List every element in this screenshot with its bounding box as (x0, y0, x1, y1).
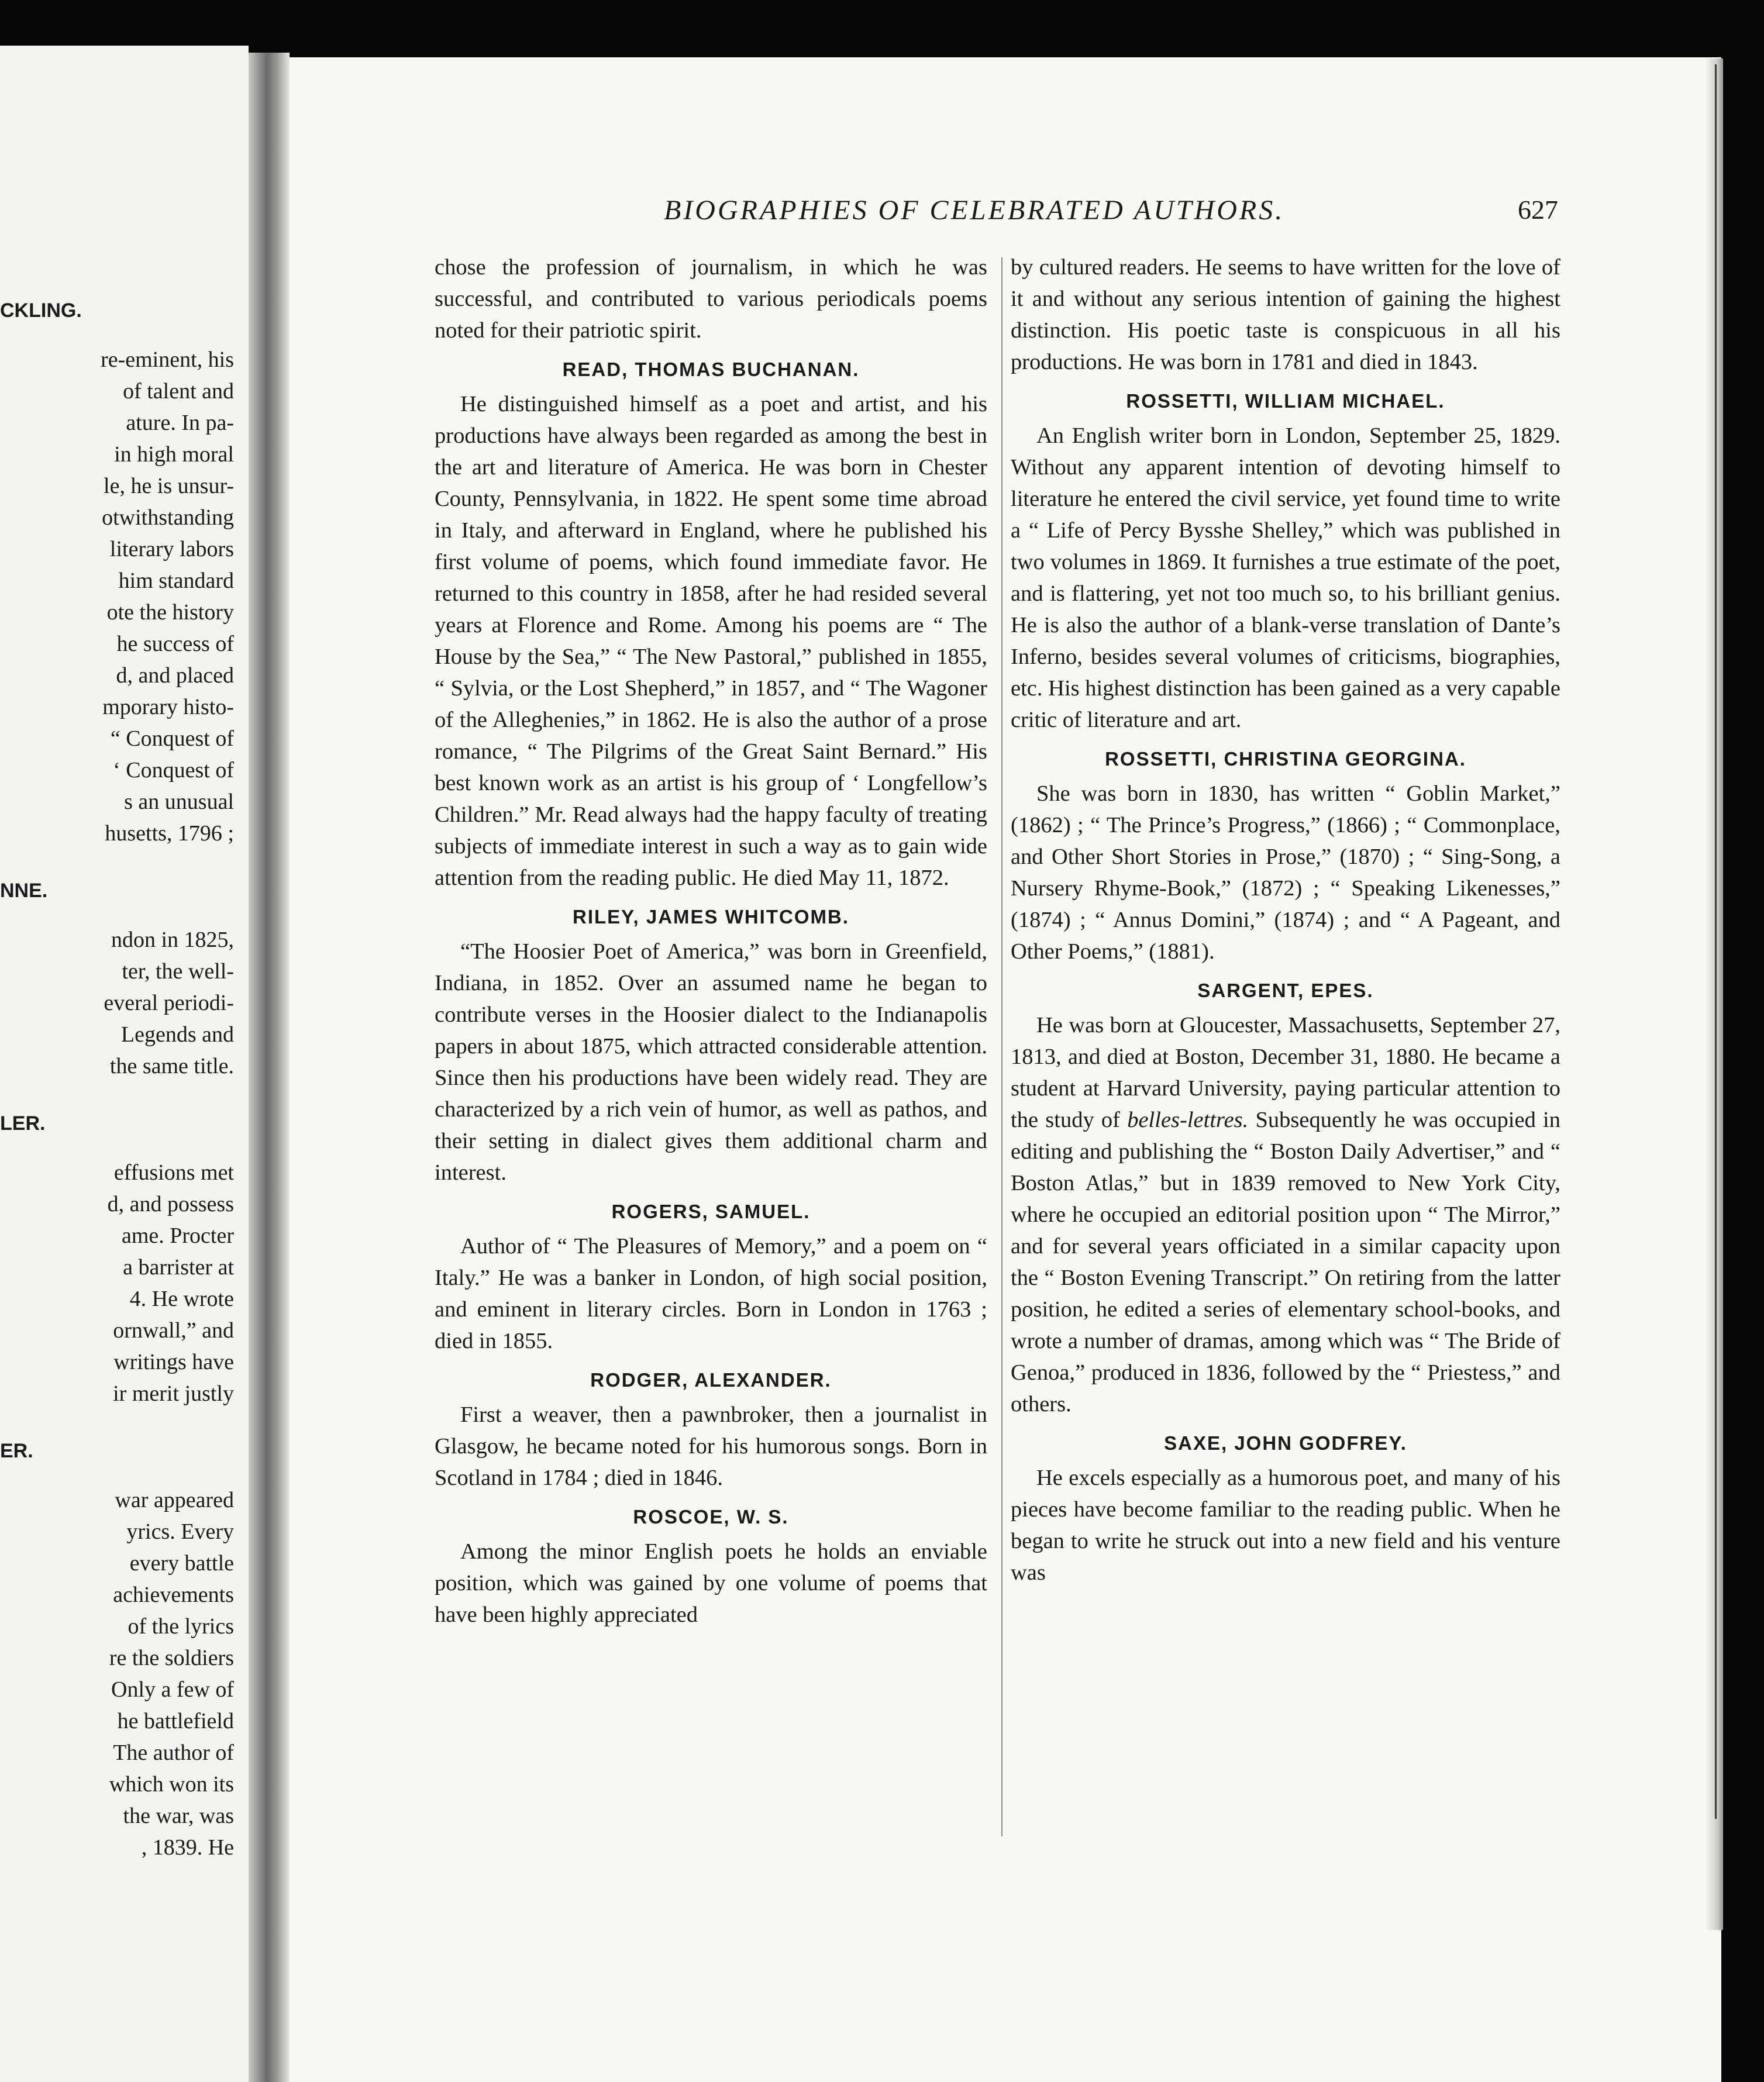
left-line: yrics. Every (126, 1519, 234, 1544)
left-line: of the lyrics (128, 1614, 234, 1639)
left-line: everal periodi- (104, 991, 234, 1015)
running-title: BIOGRAPHIES OF CELEBRATED AUTHORS. (664, 195, 1285, 226)
left-line: ote the history (106, 600, 234, 625)
left-line: “ Conquest of (110, 726, 234, 751)
page-number: 627 (1518, 195, 1558, 225)
left-section-1 (0, 344, 234, 849)
entry-text: An English writer born in London, September 25, 1829. Without any apparent intention of devoting himself to literature he entered the civil service, yet found time to write a “ Life of Percy Bysshe Shelley,” which was published in two volumes in 1869. It furnishes a true estimate of the poet, and is flattering, yet not too much so, to his brilliant genius. He is also the author of a blank-verse translation of Dante’s Inferno, besides several volumes of criticisms, biographies, etc. His highest distinction has been gained as a very capable critic of literature and art. (1011, 423, 1560, 732)
left-line: he battlefield (117, 1709, 234, 1733)
left-line: ornwall,” and (113, 1318, 234, 1343)
left-line: re the soldiers (109, 1646, 234, 1670)
left-line: every battle (129, 1551, 234, 1576)
left-line: he success of (116, 632, 234, 656)
left-line: mporary histo- (102, 695, 234, 719)
entry-text-part: Subsequently he was occupied in editing and publishing the “ Boston Daily Advertiser,” and “ Boston Atlas,” but in 1839 removed to New York City, where he occupied an editorial position upon “ The Mirror,” and for several years officiated in a similar capacity upon the “ Boston Evening Transcript.” On retiring from the latter position, he edited a series of elementary school-books, and wrote a number of dramas, among which was “ The Bride of Genoa,” produced in 1836, followed by the “ Priestess,” and others. (1011, 1108, 1560, 1416)
left-line: ‘ Conquest of (113, 758, 234, 783)
continued-paragraph: by cultured readers. He seems to have written for the love of it and without any serious intention of gaining the highest distinction. His poetic taste is conspicuous in all his productions. He was born in 1781 and died in 1843. (1011, 255, 1560, 374)
left-line: effusions met (113, 1160, 234, 1185)
left-heading: ER. (0, 1440, 33, 1462)
continued-paragraph: chose the profession of journalism, in which he was successful, and contributed to various periodicals poems noted for their patriotic spirit. (435, 255, 987, 343)
entry-text: First a weaver, then a pawnbroker, then a journalist in Glasgow, he became noted for his humorous songs. Born in Scotland in 1784 ; died in 1846. (435, 1402, 987, 1490)
entry-heading: RODGER, ALEXANDER. (590, 1369, 832, 1391)
left-line: 4. He wrote (129, 1287, 234, 1311)
left-line: ir merit justly (113, 1381, 234, 1406)
left-line: ature. In pa- (126, 411, 234, 435)
left-line: le, he is unsur- (104, 474, 234, 498)
entry-heading: ROSSETTI, CHRISTINA GEORGINA. (1105, 748, 1466, 770)
left-line: achievements (113, 1583, 234, 1607)
left-line: husetts, 1796 ; (105, 821, 234, 846)
left-line: writings have (113, 1350, 234, 1374)
entry-text: Author of “ The Pleasures of Memory,” and a poem on “ Italy.” He was a banker in London, of high social position, and eminent in literary circles. Born in London in 1763 ; died in 1855. (435, 1234, 987, 1353)
left-line: , 1839. He (141, 1835, 234, 1860)
entry-text: He distinguished himself as a poet and artist, and his productions have always been regarded as among the best in the art and literature of America. He was born in Chester County, Pennsylvania, in 1822. He spent some time abroad in Italy, and afterward in England, where he published his first volume of poems, which found immediate favor. He returned to this country in 1858, after he had resided several years at Florence and Rome. Among his poems are “ The House by the Sea,” “ The New Pastoral,” published in 1855, “ Sylvia, or the Lost Shepherd,” in 1857, and “ The Wagoner of the Alleghenies,” in 1862. He is also the author of a prose romance, “ The Pilgrims of the Great Saint Bernard.” His best known work as an artist is his group of ‘ Longfellow’s Children.” Mr. Read always had the happy faculty of treating subjects of immediate interest in such a way as to gain wide attention from the reading public. He died May 11, 1872. (435, 392, 987, 890)
left-heading: LER. (0, 1112, 46, 1135)
column-1 (435, 251, 987, 1631)
left-line: a barrister at (123, 1255, 234, 1280)
column-divider (1001, 257, 1002, 1836)
entry-text: She was born in 1830, has written “ Goblin Market,” (1862) ; “ The Prince’s Progress,” (1866) ; “ Commonplace, and Other Short Stories in Prose,” (1870) ; “ Sing-Song, a Nursery Rhyme-Book,” (1872) ; “ Speaking Likenesses,” (1874) ; “ Annus Domini,” (1874) ; and “ A Pageant, and Other Poems,” (1881). (1011, 781, 1560, 964)
left-page-text (0, 268, 234, 1863)
left-heading: CKLING. (0, 299, 82, 322)
entry-text: “The Hoosier Poet of America,” was born in Greenfield, Indiana, in 1852. Over an assumed name he began to contribute verses in the Hoosier dialect to the Indianapolis papers in about 1875, which attracted considerable attention. Since then his productions have been widely read. They are characterized by a rich vein of humor, as well as pathos, and their setting in dialect gives them additional charm and interest. (435, 939, 987, 1185)
book-gutter (249, 53, 290, 2082)
entry-heading: ROSSETTI, WILLIAM MICHAEL. (1126, 390, 1445, 412)
left-line: the war, was (123, 1804, 234, 1828)
left-line: the same title. (109, 1054, 234, 1078)
left-line: re-eminent, his (101, 347, 234, 372)
left-heading: NNE. (0, 880, 48, 902)
left-line: ndon in 1825, (111, 928, 234, 952)
left-line: ter, the well- (122, 959, 234, 984)
entry-heading: SAXE, JOHN GODFREY. (1164, 1432, 1407, 1454)
entry-heading: SARGENT, EPES. (1197, 980, 1374, 1001)
left-line: otwithstanding (102, 505, 234, 530)
left-line: literary labors (109, 537, 234, 561)
page-edge-line (1715, 64, 1717, 1819)
column-2 (1011, 251, 1560, 1588)
left-section-2 (0, 924, 234, 1082)
entry-heading: READ, THOMAS BUCHANAN. (562, 359, 860, 380)
left-line: d, and placed (116, 663, 234, 688)
entry-heading: ROGERS, SAMUEL. (611, 1201, 811, 1222)
left-line: in high moral (114, 442, 234, 467)
entry-text-part: He was born at Gloucester, Massachusetts, September 27, 1813, and died at Boston, December 31, 1880. He became a student at Harvard University, paying particular attention to the study of (1011, 1013, 1560, 1132)
left-line: war appeared (115, 1488, 234, 1512)
entry-heading: RILEY, JAMES WHITCOMB. (572, 906, 850, 928)
left-line: The author of (113, 1740, 234, 1765)
left-line: s an unusual (124, 790, 234, 814)
left-line: Legends and (120, 1022, 234, 1047)
entry-text: Among the minor English poets he holds an enviable position, which was gained by one volume of poems that have been highly appreciated (435, 1539, 987, 1627)
left-section-4 (0, 1484, 234, 1863)
left-facing-page (0, 46, 249, 2082)
italic-term: belles-lettres. (1127, 1108, 1249, 1132)
left-line: d, and possess (107, 1192, 234, 1216)
entry-text: He excels especially as a humorous poet, and many of his pieces have become familiar to the reading public. When he began to write he struck out into a new field and his venture was (1011, 1466, 1560, 1585)
entry-heading: ROSCOE, W. S. (633, 1506, 789, 1528)
left-section-3 (0, 1157, 234, 1409)
entry-text (1011, 1009, 1560, 1420)
left-line: which won its (109, 1772, 234, 1797)
left-line: ame. Procter (121, 1223, 234, 1248)
left-line: of talent and (123, 379, 234, 404)
left-line: Only a few of (111, 1677, 234, 1702)
left-line: him standard (118, 568, 234, 593)
